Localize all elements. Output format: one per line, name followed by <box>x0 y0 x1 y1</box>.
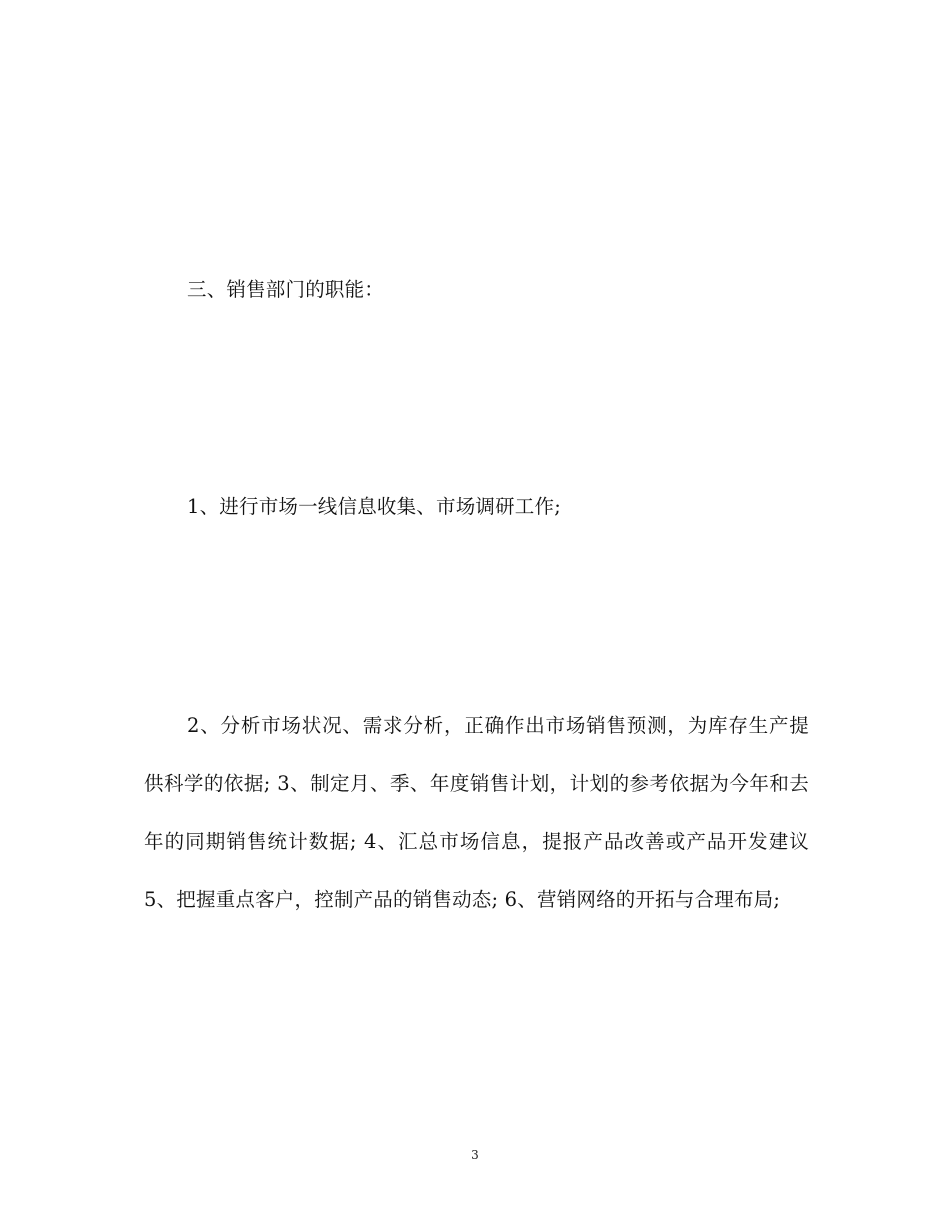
body-paragraph: 2、分析市场状况、需求分析，正确作出市场销售预测，为库存生产提供科学的依据; 3、制定月、季、年度销售计划，计划的参考依据为今年和去年的同期销售统计数据; 4、汇总市场信息，提报产品改善或产品开发建议 5、把握重点客户，控制产品的销售动态; 6、营销网络的开拓与合理布局; <box>144 714 809 911</box>
section-heading: 三、销售部门的职能： <box>187 278 385 301</box>
list-item-1: 1、进行市场一线信息收集、市场调研工作; <box>187 495 561 518</box>
page-number: 3 <box>471 1148 479 1162</box>
